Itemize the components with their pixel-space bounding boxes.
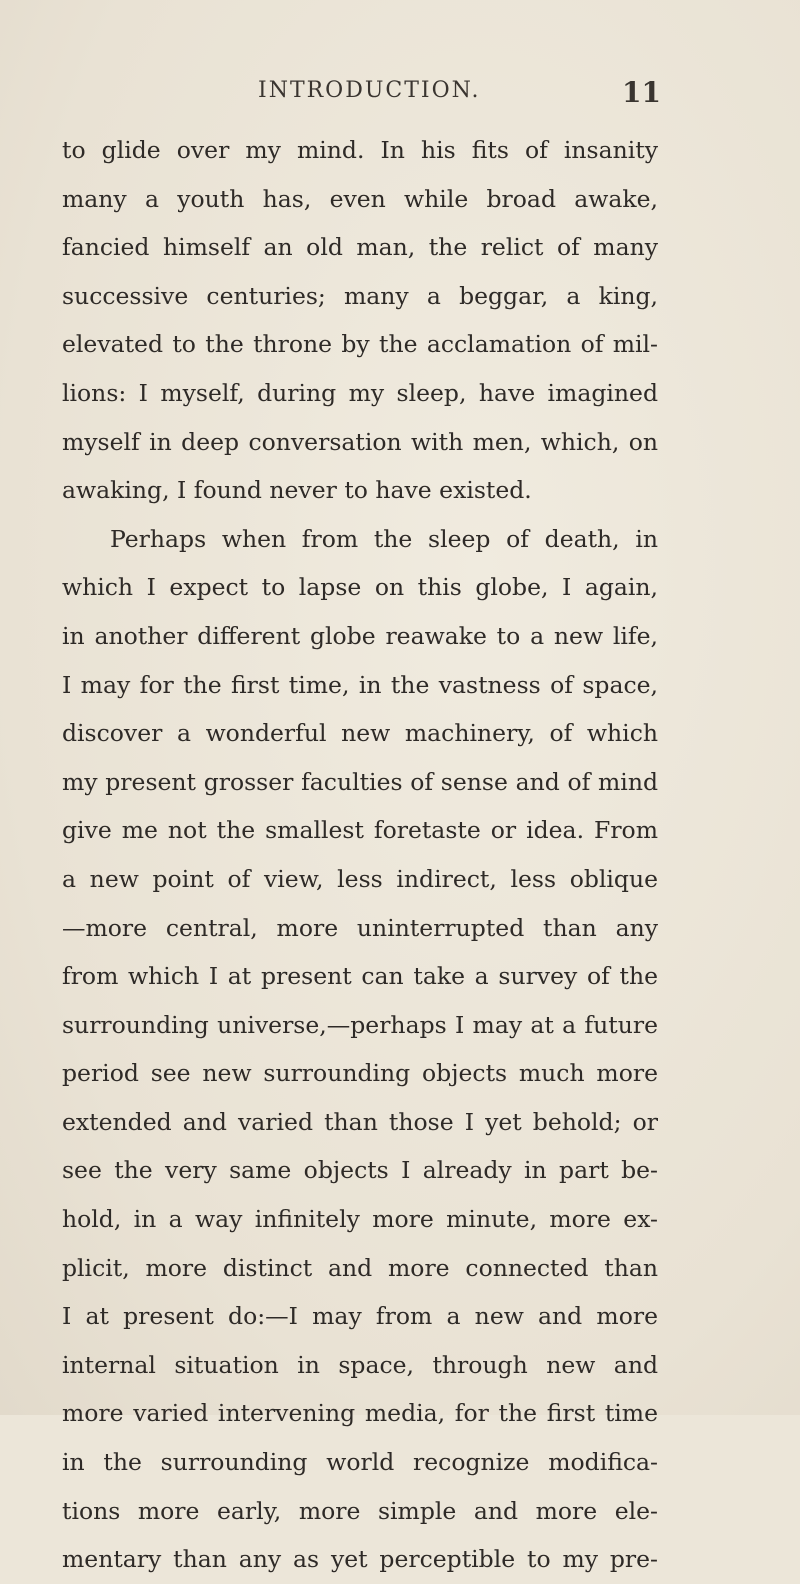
text-line: from which I at present can take a survey of the <box>62 962 658 991</box>
text-line: many a youth has, even while broad awake, <box>62 184 658 213</box>
text-line: tions more early, more simple and more ele- <box>62 1496 658 1525</box>
text-line: in the surrounding world recognize modifica- <box>62 1448 658 1477</box>
running-title: INTRODUCTION. <box>258 78 481 103</box>
text-line: elevated to the throne by the acclamation of mil- <box>62 330 658 359</box>
page-number: 11 <box>622 76 661 109</box>
text-line: my present grosser faculties of sense and of mind <box>62 767 658 796</box>
text-line: awaking, I found never to have existed. <box>62 476 532 505</box>
text-line: discover a wonderful new machinery, of which <box>62 719 658 748</box>
text-line: plicit, more distinct and more connected than <box>62 1253 658 1282</box>
text-line: I may for the first time, in the vastness of space, <box>62 670 658 699</box>
text-line: see the very same objects I already in part be- <box>62 1156 658 1185</box>
text-line: in another different globe reawake to a new life, <box>62 621 658 650</box>
text-line: extended and varied than those I yet behold; or <box>62 1107 658 1136</box>
text-line: myself in deep conversation with men, which, on <box>62 427 658 456</box>
text-line: successive centuries; many a beggar, a king, <box>62 281 658 310</box>
text-line: to glide over my mind. In his fits of insanity <box>62 136 658 164</box>
text-line: fancied himself an old man, the relict of many <box>62 233 658 262</box>
text-line: which I expect to lapse on this globe, I again, <box>62 573 658 602</box>
text-line: mentary than any as yet perceptible to my pre- <box>62 1545 658 1574</box>
text-line: give me not the smallest foretaste or idea. From <box>62 816 658 845</box>
text-line: hold, in a way infinitely more minute, more ex- <box>62 1205 658 1234</box>
text-line: period see new surrounding objects much more <box>62 1059 658 1088</box>
text-line: I at present do:—I may from a new and more <box>62 1302 658 1331</box>
text-line: internal situation in space, through new and <box>62 1350 658 1379</box>
body-text <box>62 126 658 1584</box>
text-line: surrounding universe,—perhaps I may at a future <box>62 1010 658 1039</box>
text-line: —more central, more uninterrupted than any <box>62 913 658 942</box>
paragraph-start-line: Perhaps when from the sleep of death, in <box>110 524 658 553</box>
page-header <box>0 78 800 118</box>
text-line: a new point of view, less indirect, less oblique <box>62 864 658 893</box>
text-line: more varied intervening media, for the first time <box>62 1399 658 1428</box>
text-line: lions: I myself, during my sleep, have imagined <box>62 378 658 407</box>
